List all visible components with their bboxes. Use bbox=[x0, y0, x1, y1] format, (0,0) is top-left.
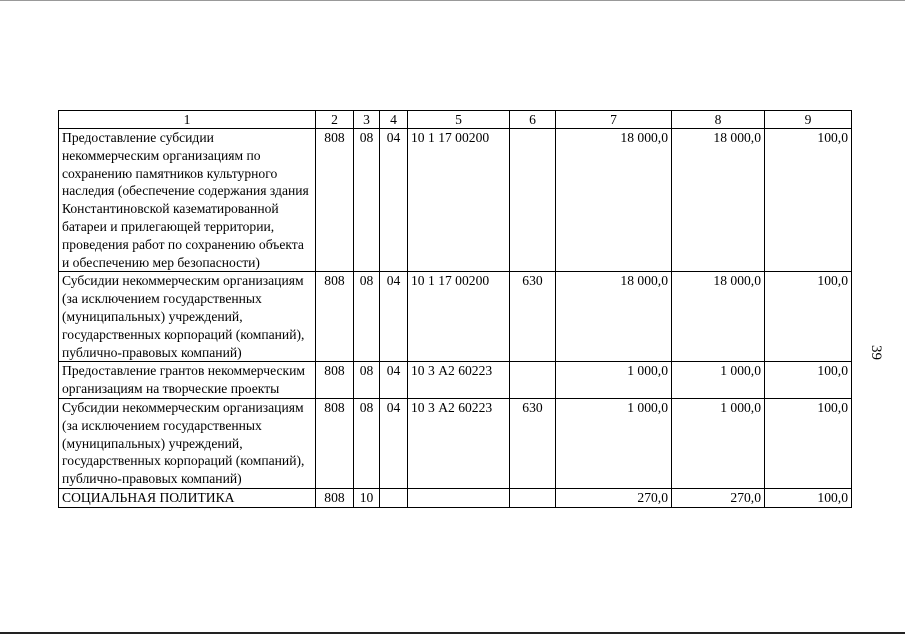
col-header-3: 3 bbox=[354, 111, 380, 129]
cell-percent: 100,0 bbox=[765, 272, 852, 362]
cell-expense-type bbox=[510, 129, 556, 272]
cell-expense-type: 630 bbox=[510, 272, 556, 362]
cell-ministry-code: 808 bbox=[316, 488, 354, 507]
cell-section: 08 bbox=[354, 129, 380, 272]
cell-executed: 1 000,0 bbox=[672, 398, 765, 488]
cell-planned: 270,0 bbox=[556, 488, 672, 507]
cell-executed: 1 000,0 bbox=[672, 362, 765, 399]
cell-executed: 18 000,0 bbox=[672, 129, 765, 272]
cell-percent: 100,0 bbox=[765, 362, 852, 399]
row-name: Субсидии некоммерческим организациям (за исключением государственных (муниципальных) учреждений, государственных корпораций (компаний), публично-правовых компаний) bbox=[59, 398, 316, 488]
table-row bbox=[59, 398, 852, 488]
cell-expense-type bbox=[510, 488, 556, 507]
cell-ministry-code: 808 bbox=[316, 272, 354, 362]
row-name: Предоставление субсидии некоммерческим организациям по сохранению памятников культурного наследия (обеспечение содержания здания Константиновской казематированной батареи и прилегающей территории, проведения работ по сохранению объекта и обеспечению мер безопасности) bbox=[59, 129, 316, 272]
col-header-1: 1 bbox=[59, 111, 316, 129]
cell-executed: 270,0 bbox=[672, 488, 765, 507]
cell-target-article: 10 3 А2 60223 bbox=[408, 398, 510, 488]
cell-section: 08 bbox=[354, 362, 380, 399]
cell-ministry-code: 808 bbox=[316, 398, 354, 488]
col-header-2: 2 bbox=[316, 111, 354, 129]
cell-planned: 18 000,0 bbox=[556, 272, 672, 362]
cell-percent: 100,0 bbox=[765, 129, 852, 272]
col-header-6: 6 bbox=[510, 111, 556, 129]
page-number: 39 bbox=[868, 345, 884, 360]
header-row bbox=[59, 111, 852, 129]
cell-target-article: 10 1 17 00200 bbox=[408, 129, 510, 272]
budget-table bbox=[58, 110, 852, 508]
cell-section: 10 bbox=[354, 488, 380, 507]
cell-subsection: 04 bbox=[380, 272, 408, 362]
table-row bbox=[59, 362, 852, 399]
cell-planned: 1 000,0 bbox=[556, 398, 672, 488]
row-name: СОЦИАЛЬНАЯ ПОЛИТИКА bbox=[59, 488, 316, 507]
cell-subsection bbox=[380, 488, 408, 507]
col-header-7: 7 bbox=[556, 111, 672, 129]
cell-target-article bbox=[408, 488, 510, 507]
cell-planned: 18 000,0 bbox=[556, 129, 672, 272]
cell-percent: 100,0 bbox=[765, 488, 852, 507]
cell-section: 08 bbox=[354, 398, 380, 488]
col-header-5: 5 bbox=[408, 111, 510, 129]
cell-subsection: 04 bbox=[380, 362, 408, 399]
cell-target-article: 10 3 А2 60223 bbox=[408, 362, 510, 399]
table-row bbox=[59, 488, 852, 507]
col-header-4: 4 bbox=[380, 111, 408, 129]
cell-target-article: 10 1 17 00200 bbox=[408, 272, 510, 362]
table-row bbox=[59, 272, 852, 362]
cell-executed: 18 000,0 bbox=[672, 272, 765, 362]
cell-planned: 1 000,0 bbox=[556, 362, 672, 399]
table-row bbox=[59, 129, 852, 272]
row-name: Предоставление грантов некоммерческим организациям на творческие проекты bbox=[59, 362, 316, 399]
cell-ministry-code: 808 bbox=[316, 129, 354, 272]
cell-section: 08 bbox=[354, 272, 380, 362]
cell-ministry-code: 808 bbox=[316, 362, 354, 399]
col-header-9: 9 bbox=[765, 111, 852, 129]
scan-bottom-edge bbox=[0, 632, 905, 634]
col-header-8: 8 bbox=[672, 111, 765, 129]
scan-top-edge bbox=[0, 0, 905, 1]
cell-percent: 100,0 bbox=[765, 398, 852, 488]
cell-subsection: 04 bbox=[380, 398, 408, 488]
cell-subsection: 04 bbox=[380, 129, 408, 272]
row-name: Субсидии некоммерческим организациям (за исключением государственных (муниципальных) учреждений, государственных корпораций (компаний), публично-правовых компаний) bbox=[59, 272, 316, 362]
cell-expense-type: 630 bbox=[510, 398, 556, 488]
cell-expense-type bbox=[510, 362, 556, 399]
